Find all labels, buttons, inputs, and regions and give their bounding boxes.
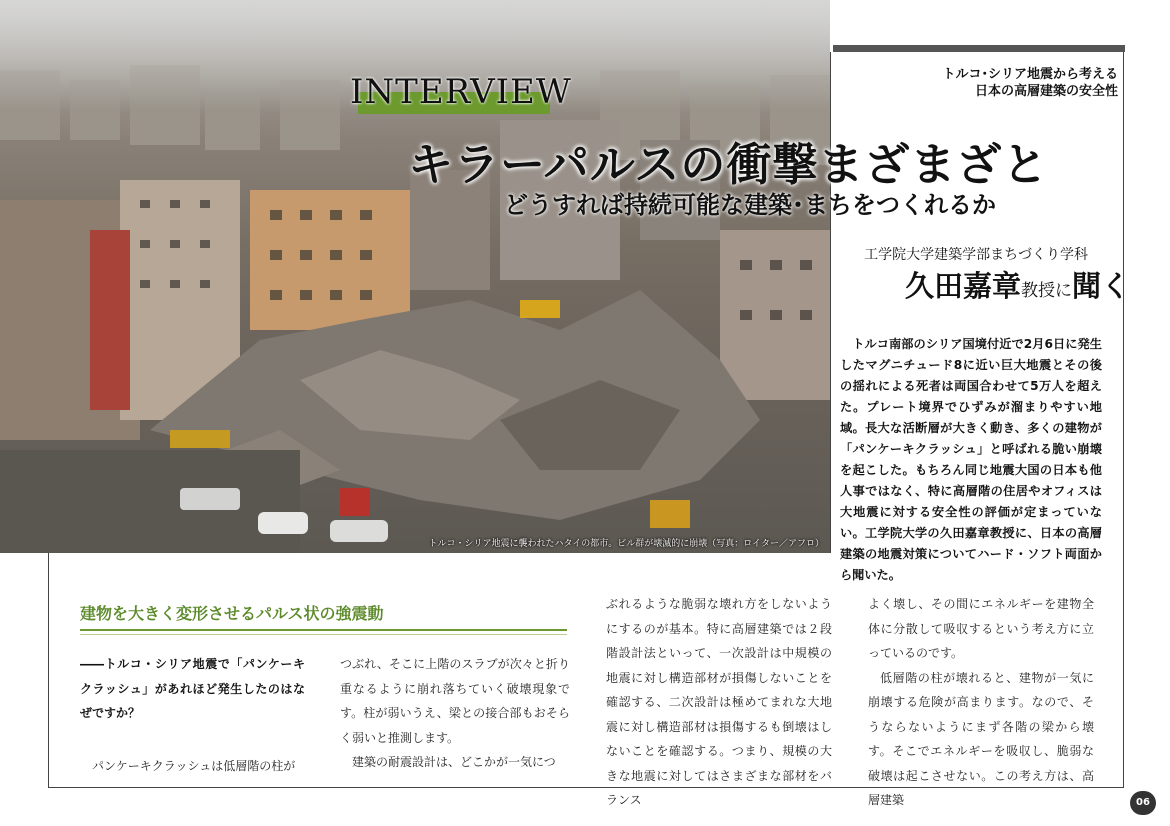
section-heading: 建物を大きく変形させるパルス状の強震動 bbox=[80, 601, 567, 631]
body-column-3 bbox=[606, 592, 832, 813]
interviewee-name: 久田嘉章 bbox=[904, 269, 1021, 303]
series-line-2: 日本の高層建築の安全性 bbox=[974, 84, 1118, 99]
page-number: 06 bbox=[1130, 791, 1156, 815]
body-column-4-para-2: 低層階の柱が壊れると、建物が一気に崩壊する危険が高まります。なので、そうならないようにまず各階の梁から壊す。そこでエネルギーを吸収し、脆弱な破壊は起こさせない。この考え方は、高層建築 bbox=[868, 670, 1094, 807]
frame-right-rule bbox=[1123, 52, 1124, 788]
body-column-3-para: ぶれるような脆弱な壊れ方をしないようにするのが基本。特に高層建築では２段階設計法といって、一次設計は中規模の地震に対し構造部材が損傷しないことを確認する、二次設計は極めてまれな大地震に対し構造部材は損傷するも倒壊はしないことを確認する。つまり、規模の大きな地震に対してはさまざまな部材をバランス bbox=[606, 597, 832, 807]
body-column-2-para-1: つぶれ、そこに上階のスラブが次々と折り重なるように崩れ落ちていく破壊現象です。柱が弱いうえ、梁との接合部もおそらく弱いと推測します。 bbox=[340, 657, 570, 745]
lead-text: トルコ南部のシリア国境付近で2月6日に発生したマグニチュード8に近い巨大地震とその後の揺れによる死者は両国合わせて5万人を超えた。プレート境界でひずみが溜まりやすい地域。長大な活断層が大きく動き、多くの建物が「パンケーキクラッシュ」と呼ばれる脆い崩壊を起こした。もちろん同じ地震大国の日本も他人事ではなく、特に高層階の住居やオフィスは大地震に対する安全性の評価が定まっていない。工学院大学の久田嘉章教授に、日本の高層建築の地震対策についてハード・ソフト両面から聞いた。 bbox=[840, 337, 1102, 582]
body-column-2 bbox=[340, 652, 570, 775]
series-label bbox=[942, 66, 1118, 100]
answer-start: パンケーキクラッシュは低層階の柱が bbox=[92, 758, 296, 773]
interview-verb: 聞く bbox=[1071, 269, 1130, 303]
body-column-2-para-2: 建築の耐震設計は、どこかが一気につ bbox=[352, 755, 556, 769]
sub-title: どうすれば持続可能な建築･まちをつくれるか bbox=[504, 191, 996, 219]
interviewee-byline bbox=[905, 264, 1130, 305]
interview-question: ――トルコ・シリア地震で「パンケーキクラッシュ」があれほど発生したのはなぜですか？ bbox=[80, 657, 305, 720]
interviewee-affiliation: 工学院大学建築学部まちづくり学科 bbox=[864, 247, 1088, 263]
series-line-1: トルコ･シリア地震から考える bbox=[942, 67, 1118, 82]
frame-left-rule bbox=[48, 553, 49, 788]
lead-paragraph bbox=[840, 334, 1102, 586]
interviewee-title: 教授に bbox=[1020, 281, 1072, 301]
main-title: キラーパルスの衝撃まざまざと bbox=[408, 138, 1049, 191]
photo-caption: トルコ・シリア地震に襲われたハタイの都市。ビル群が壊滅的に崩壊（写真：ロイター／アフロ） bbox=[428, 539, 824, 549]
body-column-1 bbox=[80, 652, 305, 778]
interview-tag-text: INTERVIEW bbox=[350, 72, 572, 112]
header-rule bbox=[833, 45, 1125, 52]
body-column-4-para-1: よく壊し、その間にエネルギーを建物全体に分散して吸収するという考え方に立っているのです。 bbox=[868, 597, 1094, 660]
body-column-4 bbox=[868, 592, 1094, 813]
